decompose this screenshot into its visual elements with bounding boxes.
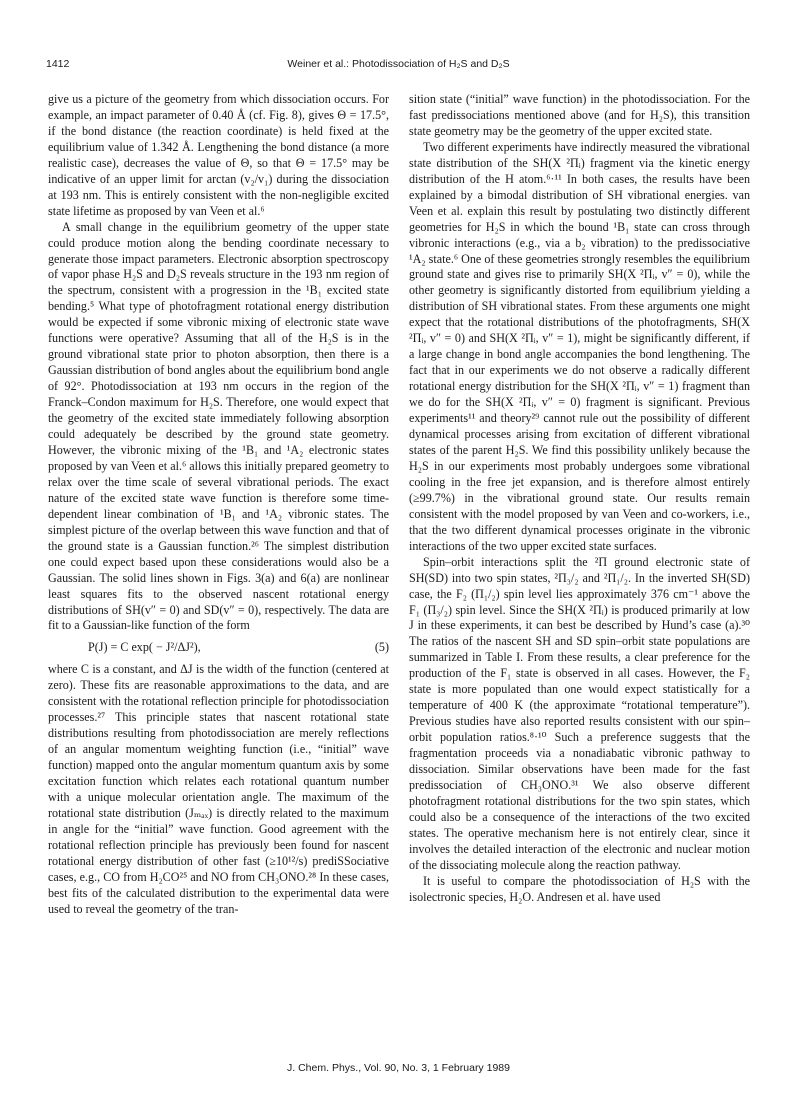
paragraph: where C is a constant, and ΔJ is the width of the function (centered at zero). These fits are reasonable approximations to the data, and are consistent with the rotational reflection principle for photodissociation processes.²⁷ This principle states that nascent rotational state distributions resulting from photodissociation are merely reflections of an angular momentum weighting function (i.e., “initial” wave function) mapped onto the angular momentum quantum axis by some excitation function which relates each rotational quantum number with a unique molecular orientation angle. The maximum of the rotational state distribution (Jₘₐₓ) is directly related to the maximum in angle for the “initial” wave function. Good agreement with the rotational reflection principle has previously been found for nascent rotational energy distribution of other fast (≥10¹²/s) prediSSociative cases, e.g., CO from H₂CO²⁵ and NO from CH₃ONO.²⁸ In these cases, best fits of the calculated distribution to the experimental data were used to reveal the geometry of the tran- <box>48 662 389 916</box>
paragraph: give us a picture of the geometry from which dissociation occurs. For example, an impact parameter of 0.40 Å (cf. Fig. 8), gives Θ = 17.5°, if the bond distance (the reaction coordinate) is held fixed at the equilibrium value of 1.342 Å. Lengthening the bond distance (a more realistic case), decreases the value of Θ, so that Θ = 17.5° may be indicative of an upper limit for arctan (v₂/v₁) during the dissociation at 193 nm. This is entirely consistent with the non-negligible excited state lifetime as proposed by van Veen et al.⁶ <box>48 92 389 218</box>
page-header <box>46 58 751 72</box>
equation-body: P(J) = C exp( − J²/ΔJ²), <box>88 640 201 655</box>
paragraph: A small change in the equilibrium geometry of the upper state could produce motion along the bending coordinate necessary to generate those impact parameters. Electronic absorption spectroscopy of vapor phase H₂S and D₂S reveals structure in the 193 nm region of the spectrum, consistent with a progression in the ¹B₁ excited state bending.⁵ What type of photofragment rotational energy distribution would be expected if some vibronic mixing of electronic state wave functions were operative? Assuming that all of the H₂S is in the ground vibrational state prior to photon absorption, then there is a Gaussian distribution of bond angles about the equilibrium bond angle of 92°. Photodissociation at 193 nm occurs in the region of the Franck–Condon maximum for H₂S. Therefore, one would expect that the geometry of the excited state immediately following absorption could adequately be described by the ground state geometry. However, the vibronic mixing of the ¹B₁ and ¹A₂ electronic states proposed by van Veen et al.⁶ allows this initially prepared geometry to relax over the time scale of several vibrational periods. The exact nature of the excited state wave function is therefore some time-dependent linear combination of ¹B₁ and ¹A₂ vibronic states. The simplest picture of the overlap between this wave function and that of the ground state is a Gaussian function.²⁶ The simplest distribution one could expect based upon these considerations would also be a Gaussian. The solid lines shown in Figs. 3(a) and 6(a) are nonlinear least squares fits to the observed nascent rotational energy distributions of SH(v″ = 0) and SD(v″ = 0), respectively. The data are fit to a Gaussian-like function of the form <box>48 219 389 633</box>
paragraph: It is useful to compare the photodissociation of H₂S with the isolectronic species, H₂O. Andresen et al. have used <box>409 873 750 904</box>
paragraph: Spin–orbit interactions split the ²Π ground electronic state of SH(SD) into two spin states, ²Π₃/₂ and ²Π₁/₂. In the inverted SH(SD) case, the F₂ (Π₁/₂) spin level lies approximately 376 cm⁻¹ above the F₁ (Π₃/₂) spin level. Since the SH(X ²Πᵢ) is produced primarily at low J in these experiments, it can best be described by Hund’s case (a).³⁰ The ratios of the nascent SH and SD spin–orbit state populations are summarized in Table I. From these results, a clear preference for the production of the F₁ state is observed in all cases. However, the F₂ state is more populated than one would expect statistically for a temperature of 400 K (the approximate “rotational temperature”). Previous studies have also reported results consistent with our spin–orbit population ratios.⁸·¹⁰ Such a preference suggests that the fragmentation proceeds via a nonadiabatic vibronic pathway to dissociation. Similar observations have been made for the fast predissociation of CH₃ONO.³¹ We also observe different photofragment rotational distributions for the two spin states, which could also be a consequence of the interactions of the two excited states. The operative mechanism here is not entirely clear, since it involves the detailed interaction of the electronic and nuclear motion of the dissociating molecule along the reaction pathway. <box>409 554 750 872</box>
paragraph: sition state (“initial” wave function) in the photodissociation. For the fast predissociations mentioned above (and for H₂S), this transition state geometry may be the geometry of the upper excited state. <box>409 92 750 138</box>
paragraph: Two different experiments have indirectly measured the vibrational state distribution of the SH(X ²Πᵢ) fragment via the kinetic energy distribution of the H atom.⁶·¹¹ In both cases, the results have been explained by a bimodal distribution of SH vibrational energies. van Veen et al. explain this result by postulating two distinctly different geometries for H₂S in which the bound ¹B₁ state can cross through vibronic interactions (e.g., via a b₂ vibration) to the predissociative ¹A₂ state.⁶ One of these geometries strongly resembles the equilibrium ground state and gives rise to primarily SH(X ²Πᵢ, v″ = 0), while the other geometry is significantly distorted from equilibrium yielding a distribution of SH vibrational states. From these arguments one might expect that the rotational distributions of the photofragments, SH(X ²Πᵢ, v″ = 0) and SH(X ²Πᵢ, v″ = 1), might be significantly different, if a large change in bond angle accompanies the bond lengthening. The fact that in our experiments we do not observe a radically different rotational energy distribution for the SH(X ²Πᵢ, v″ = 1) fragment than we do for the SH(X ²Πᵢ, v″ = 0) fragment is significant. Previous experiments¹¹ and theory²⁹ cannot rule out the possibility of different dynamical processes arising from excitation of different vibrational states of the parent H₂S. We find this possibility unlikely because the H₂S in our experiments most probably undergoes some vibrational cooling in the free jet expansion, and is therefore almost entirely (≥99.7%) in the vibrational ground state. Our results remain consistent with the model proposed by van Veen and co-workers, i.e., that the two different dynamical processes originate in the vibronic interactions of the two upper excited state surfaces. <box>409 139 750 553</box>
page-number: 1412 <box>46 58 70 70</box>
left-column <box>48 92 389 918</box>
equation-5 <box>48 640 389 656</box>
journal-citation: J. Chem. Phys., Vol. 90, No. 3, 1 February 1989 <box>287 1062 510 1074</box>
running-title: Weiner et al.: Photodissociation of H₂S and D₂S <box>287 58 510 70</box>
equation-number: (5) <box>374 640 389 655</box>
right-column <box>409 92 750 906</box>
